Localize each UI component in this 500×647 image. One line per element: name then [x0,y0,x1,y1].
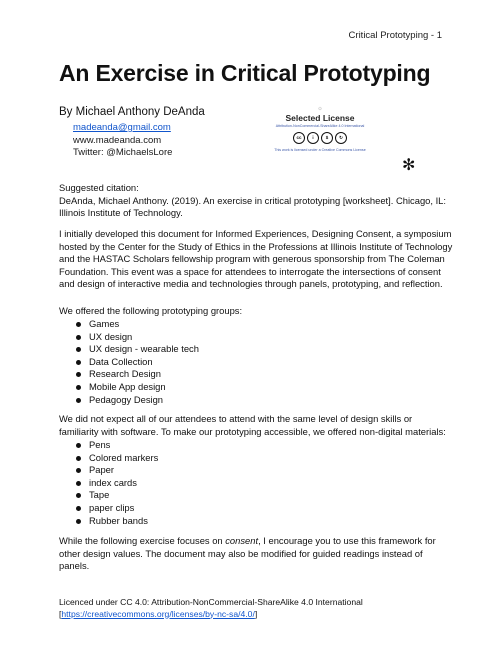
citation-text: DeAnda, Michael Anthony. (2019). An exercise in critical prototyping [worksheet]. Chicago, IL: Illinois Institute of Technology. [59,194,447,219]
sa-icon: ↻ [335,132,347,144]
closing-text: While the following exercise focuses on consent, I encourage you to use this framework for other design values. The document may also be modified for guided readings instead of panels. [59,535,436,572]
list-item: Research Design [59,368,454,381]
consent-emphasis: consent [225,535,259,546]
list-item: UX design [59,331,454,344]
materials-list [59,439,454,527]
bullet-icon [76,506,81,511]
intro-paragraph [59,228,454,291]
sun-icon: ☼ [317,106,323,112]
asterisk-icon: ✻ [402,157,416,174]
groups-intro [59,305,454,318]
list-item: paper clips [59,502,454,515]
nc-icon: $ [321,132,333,144]
bullet-icon [76,519,81,524]
bullet-icon [76,456,81,461]
list-item: Games [59,318,454,331]
closing-paragraph [59,535,454,573]
license-badge-foot: This work is licensed under a Creative Commons License [274,148,366,152]
license-badge-title: Selected License [285,113,355,123]
license-badge-subtitle: Attribution-NonCommercial-ShareAlike 4.0 International [275,124,365,128]
materials-intro [59,413,454,438]
cc-icon: cc [293,132,305,144]
list-item: Pedagogy Design [59,394,454,407]
bullet-icon [76,322,81,327]
bullet-icon [76,468,81,473]
footer-license-text: Licenced under CC 4.0: Attribution-NonCommercial-ShareAlike 4.0 International [59,597,363,607]
license-link[interactable]: https://creativecommons.org/licenses/by-nc-sa/4.0/ [61,608,255,619]
bullet-icon [76,372,81,377]
groups-list [59,318,454,406]
website-text: www.madeanda.com [73,134,162,146]
license-footer [59,597,363,620]
list-item: Tape [59,489,454,502]
list-item: Paper [59,464,454,477]
bullet-icon [76,443,81,448]
bullet-icon [76,398,81,403]
bullet-icon [76,385,81,390]
page-title: An Exercise in Critical Prototyping [59,60,431,86]
materials-intro-text: We did not expect all of our attendees to attend with the same level of design skills or familiarity with software. To make our prototyping accessible, we offered non-digital materials: [59,413,446,437]
running-header: Critical Prototyping - 1 [348,30,442,41]
footer-link-line: [https://creativecommons.org/licenses/by-nc-sa/4.0/] [59,608,258,619]
twitter-text: Twitter: @MichaelsLore [73,147,173,159]
bullet-icon [76,335,81,340]
list-item: Colored markers [59,452,454,465]
license-badge-image [252,105,388,167]
list-item: Data Collection [59,356,454,369]
by-icon: i [307,132,319,144]
list-item: Pens [59,439,454,452]
license-icons [252,132,388,144]
bullet-icon [76,347,81,352]
author-contact [73,122,172,160]
intro-text: I initially developed this document for Informed Experiences, Designing Consent, a symposium hosted by the Center for the Study of Ethics in the Professions at Illinois Institute of Technology and the HASTAC Scholars fellowship program with generous sponsorship from The Coleman Foundation. This event was a space for attendees to interrogate the intersections of consent and design of interactive media and technologies through panels, prototyping, and reflection. [59,228,453,290]
list-item: Mobile App design [59,381,454,394]
email-link[interactable]: madeanda@gmail.com [73,122,171,133]
citation-label: Suggested citation: [59,182,139,193]
bullet-icon [76,493,81,498]
citation-block [59,182,454,220]
list-item: index cards [59,477,454,490]
author-byline: By Michael Anthony DeAnda [59,106,205,118]
bullet-icon [76,481,81,486]
list-item: Rubber bands [59,515,454,528]
bullet-icon [76,360,81,365]
groups-intro-text: We offered the following prototyping groups: [59,305,243,316]
list-item: UX design - wearable tech [59,343,454,356]
